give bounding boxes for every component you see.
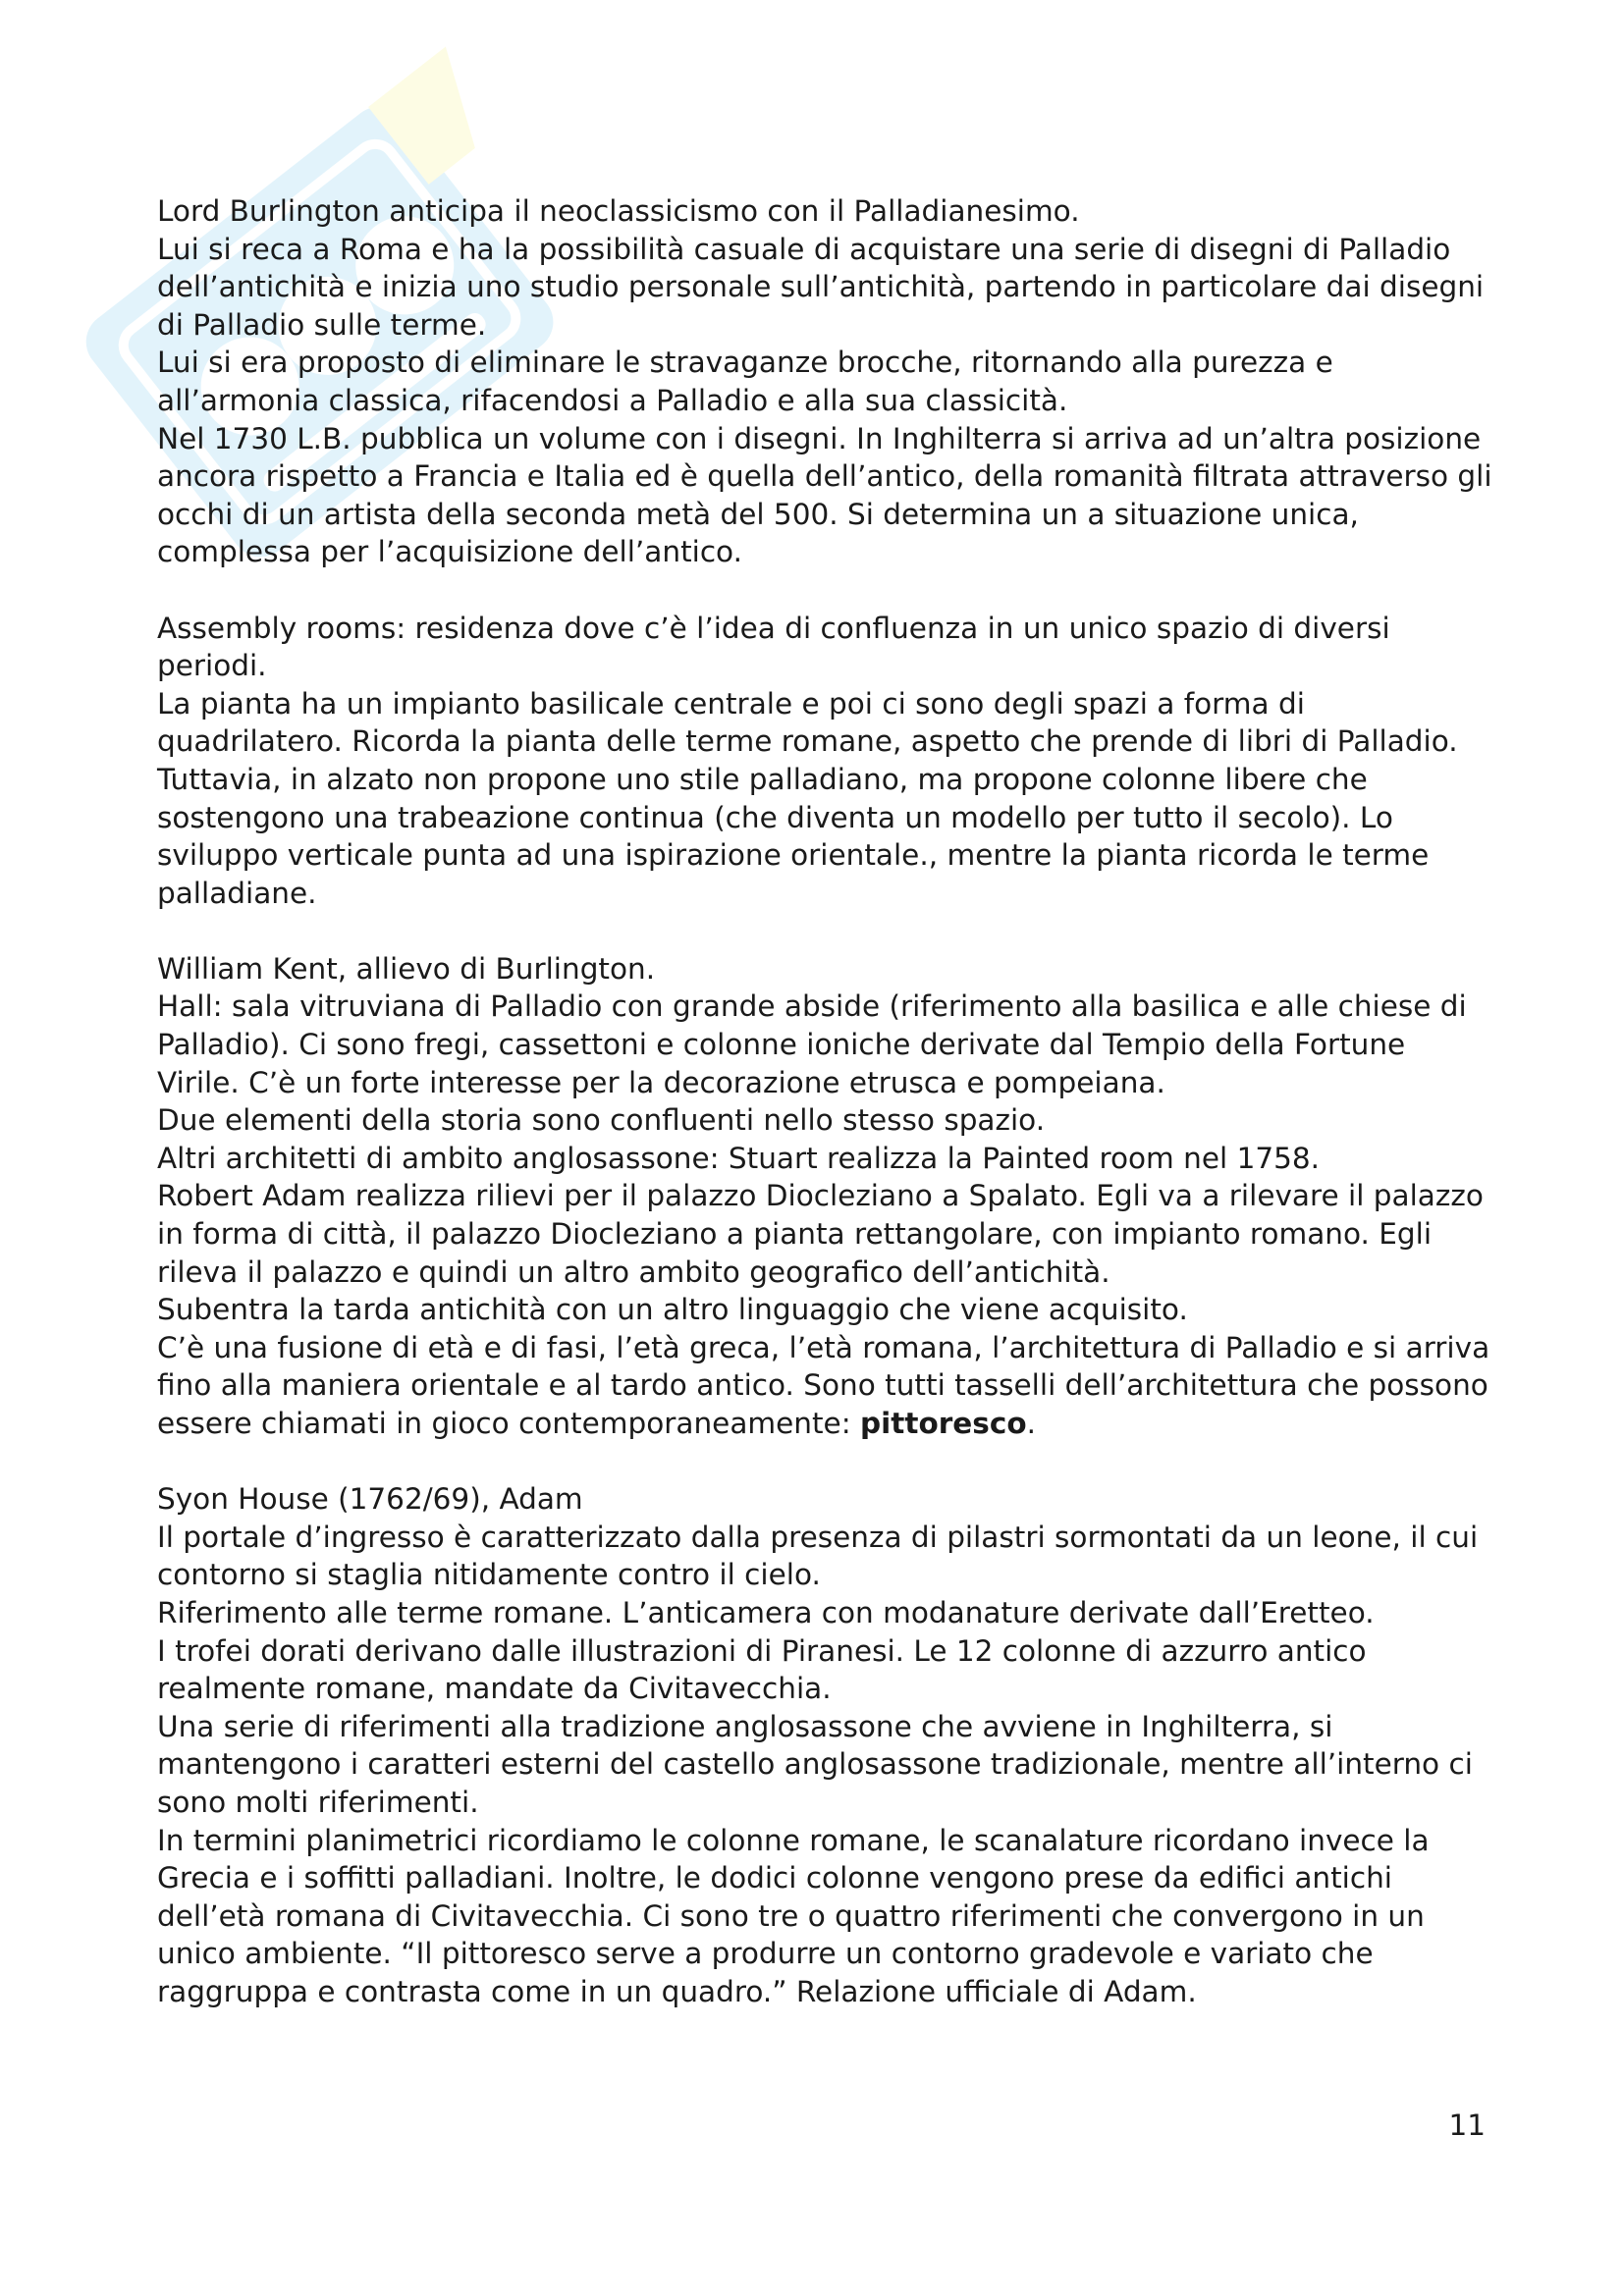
bold-term: pittoresco (860, 1407, 1027, 1440)
paragraph: Una serie di riferimenti alla tradizione anglosassone che avviene in Inghilterra, si mantengono i caratteri esterni del castello anglosassone tradizionale, mentre all’interno ci sono molti riferimenti. (157, 1709, 1473, 1819)
paragraph-spacer (157, 571, 1492, 610)
paragraph: Nel 1730 L.B. pubblica un volume con i disegni. In Inghilterra si arriva ad un’altra posizione ancora rispetto a Francia e Italia ed è quella dell’antico, della romanità filtrata attraverso gli occhi di un artista della seconda metà del 500. Si determina un a situazione unica, complessa per l’acquisizione dell’antico. (157, 421, 1492, 569)
paragraph-spacer (157, 912, 1492, 950)
document-body (157, 192, 1492, 2011)
paragraph: Due elementi della storia sono confluenti nello stesso spazio. (157, 1103, 1046, 1138)
paragraph: Syon House (1762/69), Adam (157, 1482, 583, 1517)
paragraph: Lui si reca a Roma e ha la possibilità casuale di acquistare una serie di disegni di Palladio dell’antichità e inizia uno studio personale sull’antichità, partendo in particolare dai disegni di Palladio sulle terme. (157, 232, 1485, 342)
paragraph-text: C’è una fusione di età e di fasi, l’età greca, l’età romana, l’architettura di Palladio e si arriva fino alla maniera orientale e al tardo antico. Sono tutti tasselli dell’architettura che possono essere chiamati in gioco contemporaneamente: (157, 1330, 1490, 1440)
paragraph: Subentra la tarda antichità con un altro linguaggio che viene acquisito. (157, 1293, 1188, 1327)
paragraph-with-bold-term (157, 1329, 1492, 1443)
paragraph: Il portale d’ingresso è caratterizzato dalla presenza di pilastri sormontati da un leone, il cui contorno si staglia nitidamente contro il cielo. (157, 1520, 1479, 1592)
section-syon-house (157, 1480, 1492, 2010)
section-burlington (157, 192, 1492, 571)
paragraph: In termini planimetrici ricordiamo le colonne romane, le scanalature ricordano invece la Grecia e i soffitti palladiani. Inoltre, le dodici colonne vengono prese da edifici antichi dell’età romana di Civitavecchia. Ci sono tre o quattro riferimenti che convergono in un unico ambiente. “Il pittoresco serve a produrre un contorno gradevole e variato che raggruppa e contrasta come in un quadro.” Relazione ufficiale di Adam. (157, 1823, 1430, 2008)
paragraph: Altri architetti di ambito anglosassone: Stuart realizza la Painted room nel 1758. (157, 1141, 1321, 1175)
paragraph: Hall: sala vitruviana di Palladio con grande abside (riferimento alla basilica e alle chiese di Palladio). Ci sono fregi, cassettoni e colonne ioniche derivate dal Tempio della Fortune Virile. C’è un forte interesse per la decorazione etrusca e pompeiana. (157, 989, 1467, 1099)
paragraph: La pianta ha un impianto basilicale centrale e poi ci sono degli spazi a forma di quadrilatero. Ricorda la pianta delle terme romane, aspetto che prende di libri di Palladio. Tuttavia, in alzato non propone uno stile palladiano, ma propone colonne libere che sostengono una trabeazione continua (che diventa un modello per tutto il secolo). Lo sviluppo verticale punta ad una ispirazione orientale., mentre la pianta ricorda le terme palladiane. (157, 686, 1458, 910)
paragraph: Lui si era proposto di eliminare le stravaganze brocche, ritornando alla purezza e all’armonia classica, rifacendosi a Palladio e alla sua classicità. (157, 346, 1333, 417)
page-number: 11 (1448, 2109, 1486, 2142)
paragraph: Robert Adam realizza rilievi per il palazzo Diocleziano a Spalato. Egli va a rilevare il palazzo in forma di città, il palazzo Diocleziano a pianta rettangolare, con impianto romano. Egli rileva il palazzo e quindi un altro ambito geografico dell’antichità. (157, 1179, 1484, 1289)
section-william-kent (157, 950, 1492, 1443)
paragraph-text: . (1026, 1407, 1036, 1440)
paragraph: William Kent, allievo di Burlington. (157, 951, 656, 986)
paragraph: I trofei dorati derivano dalle illustrazioni di Piranesi. Le 12 colonne di azzurro antico realmente romane, mandate da Civitavecchia. (157, 1633, 1367, 1706)
paragraph: Lord Burlington anticipa il neoclassicismo con il Palladianesimo. (157, 194, 1080, 228)
paragraph-spacer (157, 1443, 1492, 1481)
section-assembly-rooms (157, 610, 1492, 913)
paragraph: Assembly rooms: residenza dove c’è l’idea di confluenza in un unico spazio di diversi periodi. (157, 611, 1390, 683)
paragraph: Riferimento alle terme romane. L’anticamera con modanature derivate dall’Eretteo. (157, 1595, 1375, 1629)
